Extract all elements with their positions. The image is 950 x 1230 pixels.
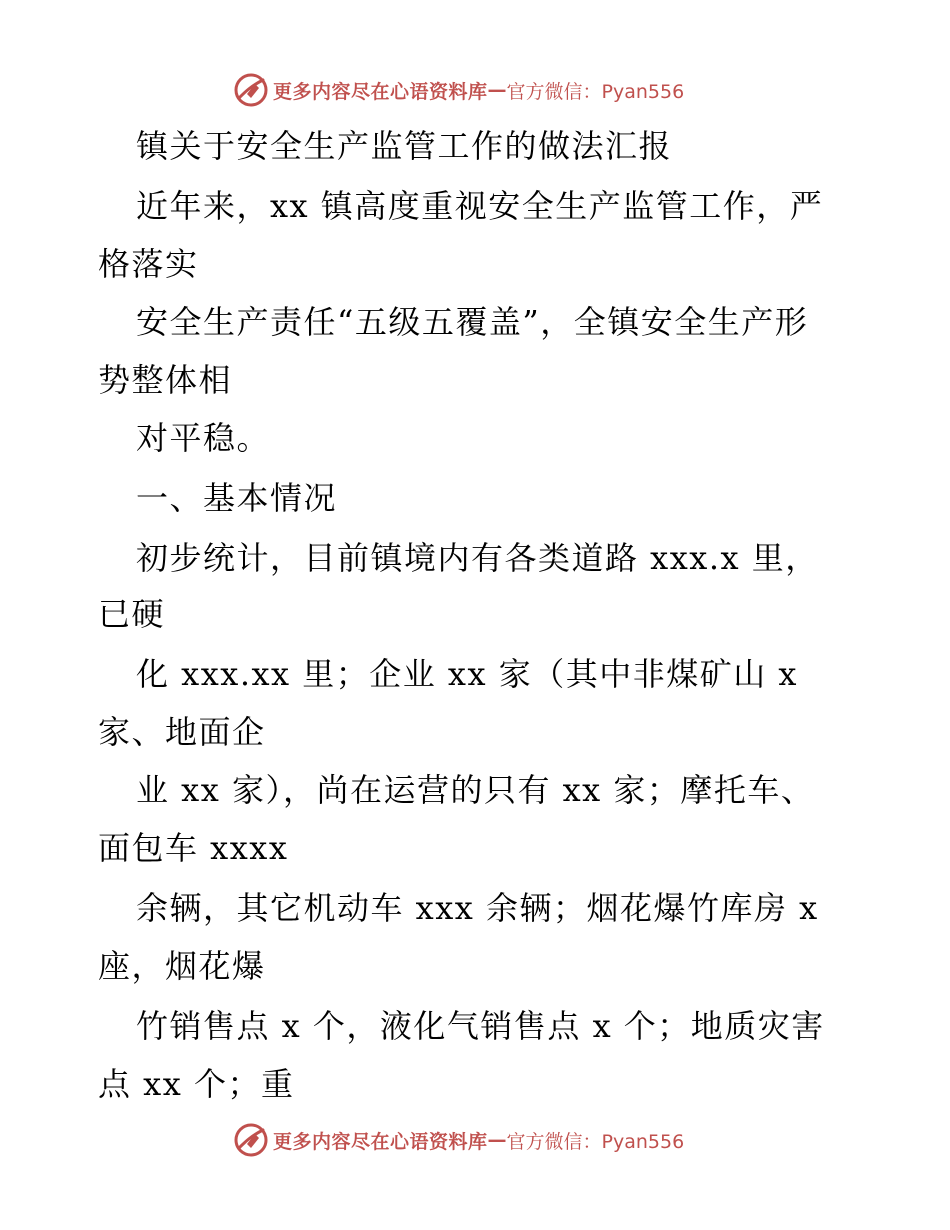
paragraph-line: 近年来，xx 镇高度重视安全生产监管工作，严	[136, 187, 824, 225]
paragraph-line: 已硬	[98, 595, 166, 633]
paragraph-line: 势整体相	[98, 361, 233, 399]
paragraph-line: 格落实	[98, 245, 199, 283]
banner-text: 更多内容尽在心语资料库	[273, 80, 488, 103]
banner-suffix: 官方微信：Pyan556	[506, 1130, 685, 1153]
paragraph-line: 对平稳。	[136, 419, 271, 457]
paragraph-line: 业 xx 家），尚在运营的只有 xx 家；摩托车、	[136, 771, 815, 809]
paragraph-line: 初步统计，目前镇境内有各类道路 xxx.x 里，	[136, 539, 819, 577]
paragraph-line: 家、地面企	[98, 713, 266, 751]
pen-circle-logo-icon	[233, 72, 269, 108]
paragraph-line: 面包车 xxxx	[98, 829, 289, 867]
section-heading: 一、基本情况	[136, 479, 338, 517]
paragraph-line: 安全生产责任“五级五覆盖”，全镇安全生产形	[136, 303, 809, 341]
paragraph-line: 余辆，其它机动车 xxx 余辆；烟花爆竹库房 x	[136, 889, 819, 927]
paragraph-line: 点 xx 个；重	[98, 1065, 295, 1103]
banner-text: 更多内容尽在心语资料库	[273, 1130, 488, 1153]
paragraph-line: 竹销售点 x 个，液化气销售点 x 个；地质灾害	[136, 1007, 825, 1045]
paragraph-line: 化 xxx.xx 里；企业 xx 家（其中非煤矿山 x	[136, 655, 798, 693]
document-title: 镇关于安全生产监管工作的做法汇报	[136, 127, 673, 165]
paragraph-line: 座，烟花爆	[98, 947, 266, 985]
header-banner	[233, 70, 684, 110]
banner-dash: —	[487, 1129, 507, 1151]
footer-banner	[233, 1120, 684, 1160]
pen-circle-logo-icon	[233, 1122, 269, 1158]
banner-dash: —	[487, 79, 507, 101]
banner-suffix: 官方微信：Pyan556	[506, 80, 685, 103]
